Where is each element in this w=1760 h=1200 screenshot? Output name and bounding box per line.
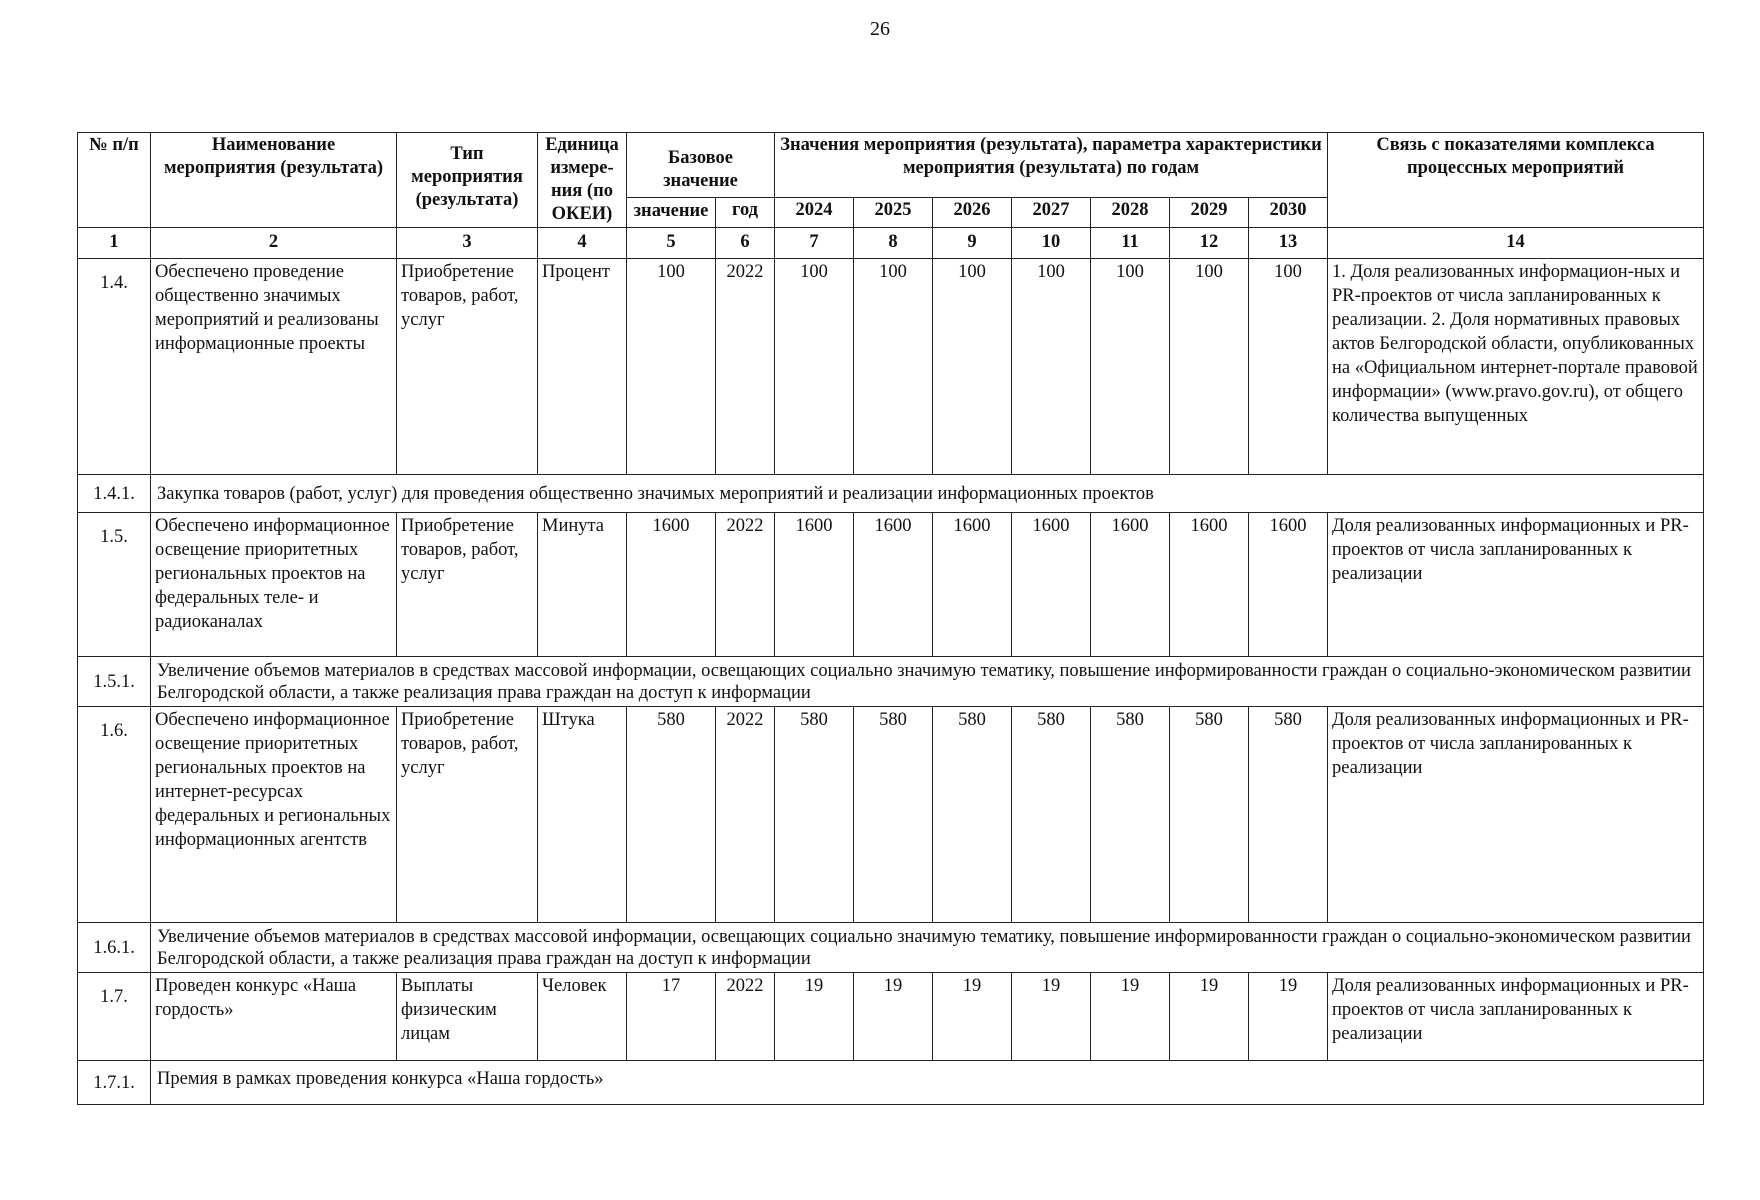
row-subtitle: Премия в рамках проведения конкурса «Наша гордость» [151, 1061, 1704, 1105]
row-number: 1.5. [78, 513, 151, 657]
row-name: Обеспечено информационное освещение приоритетных региональных проектов на федеральных теле- и радиоканалах [151, 513, 397, 657]
header-col-base: Базовое значение [627, 133, 775, 198]
row-name: Обеспечено проведение общественно значимых мероприятий и реализованы информационные проекты [151, 259, 397, 475]
row-name: Обеспечено информационное освещение приоритетных региональных проектов на интернет-ресурсах федеральных и региональных информационных агентств [151, 707, 397, 923]
row-subtitle: Увеличение объемов материалов в средствах массовой информации, освещающих социально значимую тематику, повышение информированности граждан о социально-экономическом развитии Белгородской области, а также реализация права граждан на доступ к информации [151, 923, 1704, 973]
header-col-link: Связь с показателями комплекса процессных мероприятий [1328, 133, 1704, 228]
column-number: 2 [151, 228, 397, 259]
row-base-value: 580 [627, 707, 716, 923]
column-number: 12 [1170, 228, 1249, 259]
column-number: 8 [854, 228, 933, 259]
row-type: Приобретение товаров, работ, услуг [397, 513, 538, 657]
column-number: 10 [1012, 228, 1091, 259]
column-number: 14 [1328, 228, 1704, 259]
table-subrow [78, 475, 1704, 513]
row-unit: Процент [538, 259, 627, 475]
row-year-value: 1600 [933, 513, 1012, 657]
row-base-year: 2022 [716, 973, 775, 1061]
table-subrow [78, 1061, 1704, 1105]
row-year-value: 100 [1249, 259, 1328, 475]
column-number: 13 [1249, 228, 1328, 259]
row-year-value: 100 [1091, 259, 1170, 475]
row-unit: Штука [538, 707, 627, 923]
row-year-value: 100 [775, 259, 854, 475]
row-unit: Минута [538, 513, 627, 657]
row-year-value: 580 [1012, 707, 1091, 923]
row-number: 1.6.1. [78, 923, 151, 973]
row-base-year: 2022 [716, 707, 775, 923]
row-subtitle: Увеличение объемов материалов в средствах массовой информации, освещающих социально значимую тематику, повышение информированности граждан о социально-экономическом развитии Белгородской области, а также реализация права граждан на доступ к информации [151, 657, 1704, 707]
row-year-value: 100 [933, 259, 1012, 475]
column-number: 4 [538, 228, 627, 259]
row-year-value: 19 [854, 973, 933, 1061]
row-type: Приобретение товаров, работ, услуг [397, 259, 538, 475]
column-number: 9 [933, 228, 1012, 259]
row-base-value: 17 [627, 973, 716, 1061]
row-year-value: 19 [775, 973, 854, 1061]
row-year-value: 100 [1170, 259, 1249, 475]
table-subrow [78, 923, 1704, 973]
table-row [78, 707, 1704, 923]
header-year: 2030 [1249, 198, 1328, 228]
row-year-value: 580 [1249, 707, 1328, 923]
table-subrow [78, 657, 1704, 707]
row-year-value: 1600 [1012, 513, 1091, 657]
measures-table [77, 132, 1704, 1105]
row-year-value: 580 [1091, 707, 1170, 923]
row-year-value: 19 [1170, 973, 1249, 1061]
row-number: 1.5.1. [78, 657, 151, 707]
row-unit: Человек [538, 973, 627, 1061]
column-number: 1 [78, 228, 151, 259]
row-number: 1.4.1. [78, 475, 151, 513]
row-year-value: 580 [775, 707, 854, 923]
row-year-value: 19 [1249, 973, 1328, 1061]
row-year-value: 19 [1091, 973, 1170, 1061]
row-base-value: 100 [627, 259, 716, 475]
row-base-year: 2022 [716, 513, 775, 657]
table-row [78, 513, 1704, 657]
row-number: 1.6. [78, 707, 151, 923]
row-number: 1.7.1. [78, 1061, 151, 1105]
header-year: 2025 [854, 198, 933, 228]
row-number: 1.4. [78, 259, 151, 475]
row-year-value: 19 [1012, 973, 1091, 1061]
row-year-value: 580 [854, 707, 933, 923]
row-year-value: 580 [1170, 707, 1249, 923]
header-row-1 [78, 133, 1704, 198]
row-link: Доля реализованных информационных и PR-проектов от числа запланированных к реализации [1328, 707, 1704, 923]
row-base-year: 2022 [716, 259, 775, 475]
row-type: Выплаты физическим лицам [397, 973, 538, 1061]
row-link: Доля реализованных информационных и PR-проектов от числа запланированных к реализации [1328, 973, 1704, 1061]
header-col-unit: Единица измере-ния (по ОКЕИ) [538, 133, 627, 228]
row-year-value: 100 [854, 259, 933, 475]
column-number: 6 [716, 228, 775, 259]
column-number: 3 [397, 228, 538, 259]
row-year-value: 1600 [854, 513, 933, 657]
header-col-values: Значения мероприятия (результата), параметра характеристики мероприятия (результата) по годам [775, 133, 1328, 198]
column-number-row [78, 228, 1704, 259]
column-number: 5 [627, 228, 716, 259]
row-year-value: 19 [933, 973, 1012, 1061]
header-col-type: Тип мероприятия (результата) [397, 133, 538, 228]
row-number: 1.7. [78, 973, 151, 1061]
header-year: 2028 [1091, 198, 1170, 228]
row-subtitle: Закупка товаров (работ, услуг) для проведения общественно значимых мероприятий и реализации информационных проектов [151, 475, 1704, 513]
table-row [78, 259, 1704, 475]
row-year-value: 580 [933, 707, 1012, 923]
row-type: Приобретение товаров, работ, услуг [397, 707, 538, 923]
row-year-value: 1600 [1249, 513, 1328, 657]
row-year-value: 1600 [1091, 513, 1170, 657]
row-year-value: 1600 [775, 513, 854, 657]
header-year: 2027 [1012, 198, 1091, 228]
row-link: Доля реализованных информационных и PR-проектов от числа запланированных к реализации [1328, 513, 1704, 657]
row-year-value: 100 [1012, 259, 1091, 475]
column-number: 11 [1091, 228, 1170, 259]
header-base-year: год [716, 198, 775, 228]
row-name: Проведен конкурс «Наша гордость» [151, 973, 397, 1061]
table-row [78, 973, 1704, 1061]
row-year-value: 1600 [1170, 513, 1249, 657]
row-base-value: 1600 [627, 513, 716, 657]
header-year: 2024 [775, 198, 854, 228]
header-col-name: Наименование мероприятия (результата) [151, 133, 397, 228]
header-year: 2029 [1170, 198, 1249, 228]
column-number: 7 [775, 228, 854, 259]
page-number: 26 [870, 18, 890, 40]
header-base-value: значение [627, 198, 716, 228]
row-link: 1. Доля реализованных информацион-ных и PR-проектов от числа запланированных к реализации. 2. Доля нормативных правовых актов Белгородской области, опубликованных на «Официальном интернет-портале правовой информации» (www.pravo.gov.ru), от общего количества выпущенных [1328, 259, 1704, 475]
header-year: 2026 [933, 198, 1012, 228]
header-col-no: № п/п [78, 133, 151, 228]
